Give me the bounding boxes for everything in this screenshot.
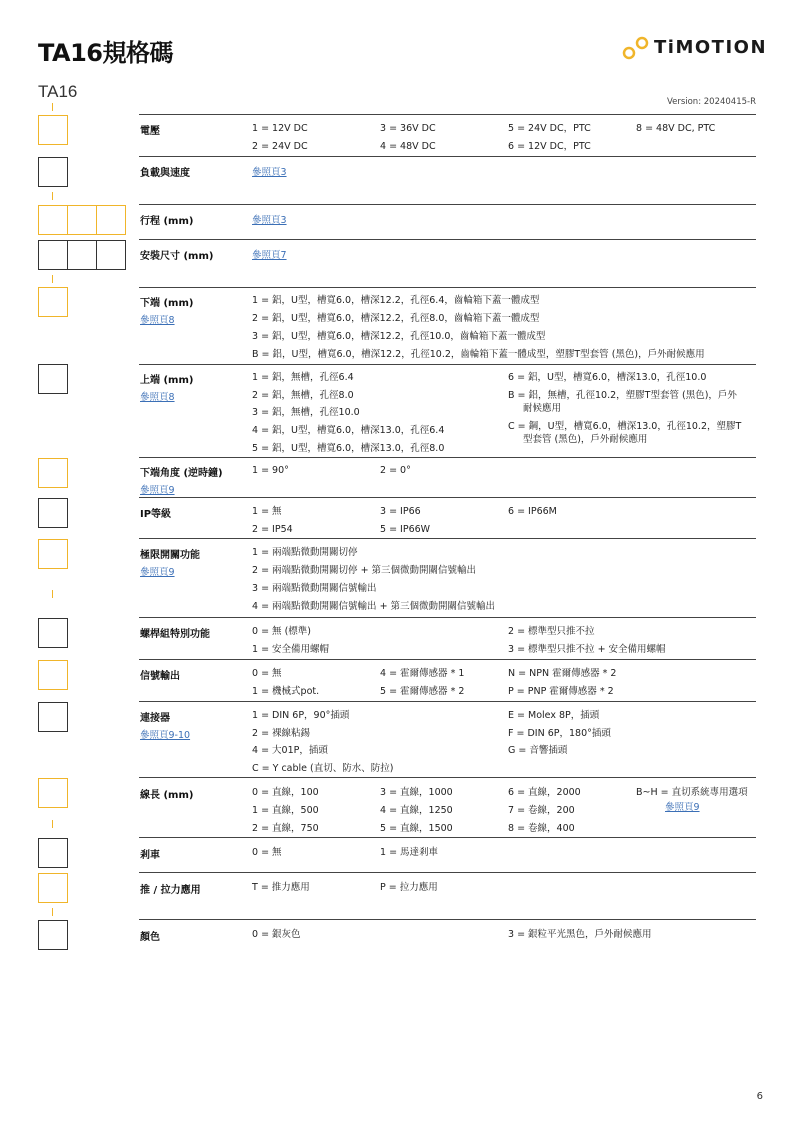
limit-label: 極限開關功能: [140, 550, 200, 561]
divider: [139, 287, 756, 288]
connector-tick: [52, 103, 53, 111]
connector-tick: [52, 192, 53, 200]
front-option: C = 鋼，U型，槽寬6.0，槽深13.0，孔徑10.2，塑膠T: [508, 421, 742, 432]
voltage-option: 4 = 48V DC: [380, 141, 436, 152]
brand-name: TiMOTION: [654, 37, 768, 58]
ip-option: 6 = IP66M: [508, 506, 557, 517]
ip-label: IP等級: [140, 509, 172, 520]
code-box-color[interactable]: [38, 920, 68, 950]
angle-label: 下端角度 (逆時鐘): [140, 468, 223, 479]
signal-option: 0 = 無: [252, 668, 282, 679]
front-option-cont: 型套管 (黑色)，戶外耐候應用: [523, 434, 648, 445]
code-box-install-2[interactable]: [67, 240, 97, 270]
code-box-signal[interactable]: [38, 660, 68, 690]
connector-option: C = Y cable (直切、防水、防拉): [252, 763, 394, 774]
code-box-brake[interactable]: [38, 838, 68, 868]
rear-option: 3 = 鋁，U型，槽寬6.0，槽深12.2，孔徑10.0，齒輪箱下蓋一體成型: [252, 331, 546, 342]
rear-option: 2 = 鋁，U型，槽寬6.0，槽深12.2，孔徑8.0，齒輪箱下蓋一體成型: [252, 313, 540, 324]
cable-option: 2 = 直線，750: [252, 823, 319, 834]
code-box-spindle[interactable]: [38, 618, 68, 648]
divider: [139, 364, 756, 365]
code-box-install-1[interactable]: [38, 240, 68, 270]
signal-option: 5 = 霍爾傳感器 * 2: [380, 686, 465, 697]
voltage-option: 8 = 48V DC, PTC: [636, 123, 716, 134]
spindle-option: 2 = 標準型只推不拉: [508, 626, 595, 637]
cable-option: 1 = 直線，500: [252, 805, 319, 816]
divider: [139, 617, 756, 618]
signal-option: N = NPN 霍爾傳感器 * 2: [508, 668, 617, 679]
signal-option: 1 = 機械式pot.: [252, 686, 320, 697]
front-option-cont: 耐候應用: [523, 403, 562, 414]
code-box-load[interactable]: [38, 157, 68, 187]
cable-ref-link[interactable]: 參照頁9: [665, 802, 700, 813]
ip-option: 1 = 無: [252, 506, 282, 517]
code-box-cable[interactable]: [38, 778, 68, 808]
spindle-option: 0 = 無 (標準): [252, 626, 311, 637]
cable-option: 7 = 卷線，200: [508, 805, 575, 816]
spindle-option: 1 = 安全備用螺帽: [252, 644, 330, 655]
code-box-rear[interactable]: [38, 287, 68, 317]
connector-option: F = DIN 6P，180°插頭: [508, 728, 611, 739]
code-box-stroke-3[interactable]: [96, 205, 126, 235]
code-box-angle[interactable]: [38, 458, 68, 488]
angle-option: 1 = 90°: [252, 465, 289, 476]
cable-option: 5 = 直線，1500: [380, 823, 453, 834]
stroke-label: 行程 (mm): [140, 216, 194, 227]
code-box-stroke-2[interactable]: [67, 205, 97, 235]
cable-option: 6 = 直線，2000: [508, 787, 581, 798]
divider: [139, 837, 756, 838]
stroke-ref-link[interactable]: 參照頁3: [252, 215, 287, 226]
install-label: 安裝尺寸 (mm): [140, 251, 214, 262]
limit-option: 3 = 兩端點微動開關信號輸出: [252, 583, 377, 594]
rear-ref-link[interactable]: 參照頁8: [140, 315, 175, 326]
ip-option: 2 = IP54: [252, 524, 293, 535]
color-label: 顏色: [140, 932, 160, 943]
brake-label: 剎車: [140, 850, 160, 861]
divider: [139, 114, 756, 115]
install-ref-link[interactable]: 參照頁7: [252, 250, 287, 261]
connector-option: 4 = 大01P，插頭: [252, 745, 328, 756]
front-option: 4 = 鋁，U型，槽寬6.0，槽深13.0，孔徑6.4: [252, 425, 445, 436]
limit-option: 4 = 兩端點微動開關信號輸出 + 第三個微動開關信號輸出: [252, 601, 496, 612]
connector-option: G = 音響插頭: [508, 745, 568, 756]
brake-option: 0 = 無: [252, 847, 282, 858]
pushpull-label: 推 / 拉力應用: [140, 885, 201, 896]
cable-option: 3 = 直線，1000: [380, 787, 453, 798]
cable-option: 4 = 直線，1250: [380, 805, 453, 816]
cable-label: 線長 (mm): [140, 790, 194, 801]
code-box-stroke-1[interactable]: [38, 205, 68, 235]
connector-ref-link[interactable]: 參照頁9-10: [140, 730, 191, 741]
connector-tick: [52, 275, 53, 283]
ip-option: 3 = IP66: [380, 506, 421, 517]
voltage-option: 5 = 24V DC，PTC: [508, 123, 591, 134]
voltage-option: 3 = 36V DC: [380, 123, 436, 134]
spindle-label: 螺桿組特別功能: [140, 629, 210, 640]
divider: [139, 659, 756, 660]
connector-option: E = Molex 8P，插頭: [508, 710, 600, 721]
timotion-logo-icon: [622, 34, 652, 62]
code-box-voltage[interactable]: [38, 115, 68, 145]
load-label: 負載與速度: [140, 168, 190, 179]
rear-label: 下端 (mm): [140, 298, 194, 309]
limit-option: 2 = 兩端點微動開關切停 + 第三個微動開關信號輸出: [252, 565, 477, 576]
brand-logo: [622, 34, 768, 62]
front-option: 3 = 鋁，無槽，孔徑10.0: [252, 407, 360, 418]
signal-label: 信號輸出: [140, 671, 180, 682]
code-box-ip[interactable]: [38, 498, 68, 528]
rear-option: B = 鋁，U型，槽寬6.0，槽深12.2，孔徑10.2，齒輪箱下蓋一體成型，塑膠T型套管 (黑色)，戶外耐候應用: [252, 349, 705, 360]
connector-tick: [52, 590, 53, 598]
divider: [139, 204, 756, 205]
pushpull-option: P = 拉力應用: [380, 882, 438, 893]
front-option: 1 = 鋁，無槽，孔徑6.4: [252, 372, 354, 383]
connector-tick: [52, 820, 53, 828]
signal-option: P = PNP 霍爾傳感器 * 2: [508, 686, 614, 697]
divider: [139, 919, 756, 920]
ip-option: 5 = IP66W: [380, 524, 431, 535]
voltage-option: 6 = 12V DC，PTC: [508, 141, 591, 152]
voltage-label: 電壓: [140, 126, 160, 137]
limit-option: 1 = 兩端點微動開關切停: [252, 547, 358, 558]
cable-option: 8 = 卷線，400: [508, 823, 575, 834]
limit-ref-link[interactable]: 參照頁9: [140, 567, 175, 578]
connector-tick: [52, 908, 53, 916]
color-option: 0 = 銀灰色: [252, 929, 301, 940]
front-option: 2 = 鋁，無槽，孔徑8.0: [252, 390, 354, 401]
signal-option: 4 = 霍爾傳感器 * 1: [380, 668, 465, 679]
angle-ref-link[interactable]: 參照頁9: [140, 485, 175, 496]
model-name: TA16: [38, 82, 78, 101]
voltage-option: 2 = 24V DC: [252, 141, 308, 152]
divider: [139, 701, 756, 702]
brake-option: 1 = 馬達剎車: [380, 847, 439, 858]
divider: [139, 457, 756, 458]
cable-option: 0 = 直線，100: [252, 787, 319, 798]
load-ref-link[interactable]: 參照頁3: [252, 167, 287, 178]
front-label: 上端 (mm): [140, 375, 194, 386]
color-option: 3 = 銀粒平光黑色，戶外耐候應用: [508, 929, 652, 940]
code-box-front[interactable]: [38, 364, 68, 394]
divider: [139, 156, 756, 157]
cable-option: B~H = 直切系統專用選項: [636, 787, 748, 798]
voltage-option: 1 = 12V DC: [252, 123, 308, 134]
front-option: B = 鋁，無槽，孔徑10.2，塑膠T型套管 (黑色)，戶外: [508, 390, 737, 401]
front-option: 5 = 鋁，U型，槽寬6.0，槽深13.0，孔徑8.0: [252, 443, 445, 454]
rear-option: 1 = 鋁，U型，槽寬6.0，槽深12.2，孔徑6.4，齒輪箱下蓋一體成型: [252, 295, 540, 306]
divider: [139, 239, 756, 240]
page-title: TA16規格碼: [38, 39, 173, 67]
connector-option: 1 = DIN 6P，90°插頭: [252, 710, 350, 721]
divider: [139, 777, 756, 778]
divider: [139, 497, 756, 498]
version-label: Version: 20240415-R: [666, 97, 756, 107]
code-box-install-3[interactable]: [96, 240, 126, 270]
divider: [139, 872, 756, 873]
code-box-pushpull[interactable]: [38, 873, 68, 903]
front-ref-link[interactable]: 參照頁8: [140, 392, 175, 403]
code-box-connector[interactable]: [38, 702, 68, 732]
code-box-limit[interactable]: [38, 539, 68, 569]
pushpull-option: T = 推力應用: [252, 882, 310, 893]
page-number: 6: [756, 1091, 763, 1102]
connector-label: 連接器: [140, 713, 170, 724]
spindle-option: 3 = 標準型只推不拉 + 安全備用螺帽: [508, 644, 666, 655]
divider: [139, 538, 756, 539]
connector-option: 2 = 裸線粘錫: [252, 728, 311, 739]
angle-option: 2 = 0°: [380, 465, 411, 476]
front-option: 6 = 鋁，U型，槽寬6.0，槽深13.0，孔徑10.0: [508, 372, 707, 383]
